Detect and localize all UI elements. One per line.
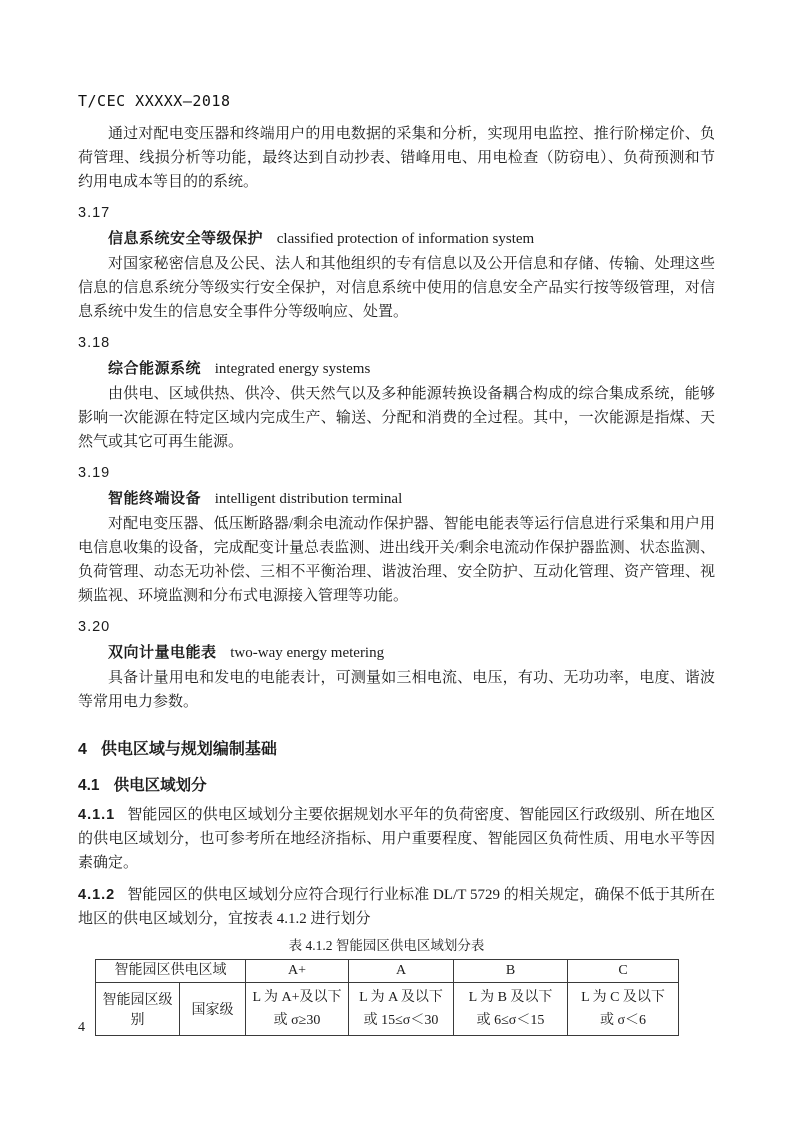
definition-body: 由供电、区域供热、供冷、供天然气以及多种能源转换设备耦合构成的综合集成系统，能够影响一次能源在特定区域内完成生产、输送、分配和消费的全过程。其中，一次能源是指煤、天然气或其它可再生能源。 bbox=[78, 386, 715, 450]
definition-term-en: two-way energy metering bbox=[230, 645, 385, 661]
definition-term-cn: 信息系统安全等级保护 bbox=[108, 230, 264, 247]
table-cell-line2: 或 σ≥30 bbox=[273, 1013, 321, 1028]
table-header-cell: B bbox=[454, 960, 568, 983]
definition-body: 具备计量用电和发电的电能表计，可测量如三相电流、电压，有功、无功功率，电度、谐波等常用电力参数。 bbox=[78, 670, 715, 710]
definition-term bbox=[78, 644, 715, 662]
clause-text: 智能园区的供电区域划分应符合现行行业标准 DL/T 5729 的相关规定，确保不低于其所在地区的供电区域划分，宜按表 4.1.2 进行划分 bbox=[78, 887, 715, 927]
table-cell bbox=[454, 983, 568, 1036]
subsection-title: 供电区域划分 bbox=[113, 777, 207, 794]
table-row bbox=[96, 983, 679, 1036]
table-header-cell: C bbox=[568, 960, 679, 983]
table-header-cell: A bbox=[349, 960, 454, 983]
table-header-cell: A+ bbox=[246, 960, 349, 983]
intro-paragraph: 通过对配电变压器和终端用户的用电数据的采集和分析，实现用电监控、推行阶梯定价、负荷管理、线损分析等功能，最终达到自动抄表、错峰用电、用电检查（防窃电）、负荷预测和节约用电成本等目的的系统。 bbox=[78, 126, 715, 190]
clause-4-1-2 bbox=[78, 883, 715, 931]
table-header-row bbox=[96, 960, 679, 983]
table-cell-line1: L 为 B 及以下 bbox=[468, 990, 553, 1005]
definition-term bbox=[78, 360, 715, 378]
table-cell-line2: 或 6≤σ＜15 bbox=[476, 1013, 545, 1028]
zone-table bbox=[95, 959, 679, 1036]
subsection-heading bbox=[78, 776, 715, 795]
table-cell-line2: 或 σ＜6 bbox=[599, 1013, 647, 1028]
definition-term-en: intelligent distribution terminal bbox=[214, 491, 403, 507]
definition-term-cn: 综合能源系统 bbox=[108, 360, 202, 377]
table-cell bbox=[568, 983, 679, 1036]
definition-term bbox=[78, 230, 715, 248]
table-row-value: 国家级 bbox=[180, 983, 246, 1036]
definition-term-en: integrated energy systems bbox=[214, 361, 371, 377]
definition-number: 3.19 bbox=[78, 465, 111, 481]
table-cell-line1: L 为 A+及以下 bbox=[252, 990, 342, 1005]
table-cell-line1: L 为 C 及以下 bbox=[581, 990, 665, 1005]
section-number: 4 bbox=[78, 741, 87, 758]
definition-number: 3.17 bbox=[78, 205, 111, 221]
section-title: 供电区域与规划编制基础 bbox=[100, 741, 277, 758]
table-cell bbox=[349, 983, 454, 1036]
definition-term-en: classified protection of information system bbox=[276, 231, 535, 247]
section-heading bbox=[78, 740, 715, 760]
table-caption: 表 4.1.2 智能园区供电区域划分表 bbox=[288, 938, 485, 953]
page-number: 4 bbox=[78, 1020, 85, 1035]
definition-body: 对国家秘密信息及公民、法人和其他组织的专有信息以及公开信息和存储、传输、处理这些信息的信息系统分等级实行安全保护，对信息系统中使用的信息安全产品实行按等级管理，对信息系统中发生的信息安全事件分等级响应、处置。 bbox=[78, 256, 715, 320]
table-cell bbox=[246, 983, 349, 1036]
definition-term bbox=[78, 490, 715, 508]
table-cell-line1: L 为 A 及以下 bbox=[359, 990, 443, 1005]
standard-number-header: T/CEC XXXXX—2018 bbox=[78, 92, 231, 110]
definition-number: 3.20 bbox=[78, 619, 111, 635]
definition-term-cn: 双向计量电能表 bbox=[108, 644, 217, 661]
table-row-label: 智能园区级别 bbox=[96, 983, 180, 1036]
definition-body: 对配电变压器、低压断路器/剩余电流动作保护器、智能电能表等运行信息进行采集和用户用电信息收集的设备，完成配变计量总表监测、进出线开关/剩余电流动作保护器监测、状态监测、负荷管理、动态无功补偿、三相不平衡治理、谐波治理、安全防护、互动化管理、资产管理、视频监视、环境监测和分布式电源接入管理等功能。 bbox=[78, 516, 715, 604]
definition-term-cn: 智能终端设备 bbox=[108, 490, 202, 507]
clause-number: 4.1.1 bbox=[78, 807, 116, 823]
clause-4-1-1 bbox=[78, 803, 715, 875]
subsection-number: 4.1 bbox=[78, 777, 100, 794]
clause-text: 智能园区的供电区域划分主要依据规划水平年的负荷密度、智能园区行政级别、所在地区的供电区域划分，也可参考所在地经济指标、用户重要程度、智能园区负荷性质、用电水平等因素确定。 bbox=[78, 807, 715, 871]
table-cell-line2: 或 15≤σ＜30 bbox=[363, 1013, 439, 1028]
table-header-area: 智能园区供电区域 bbox=[96, 960, 246, 983]
definition-number: 3.18 bbox=[78, 335, 111, 351]
clause-number: 4.1.2 bbox=[78, 887, 116, 903]
